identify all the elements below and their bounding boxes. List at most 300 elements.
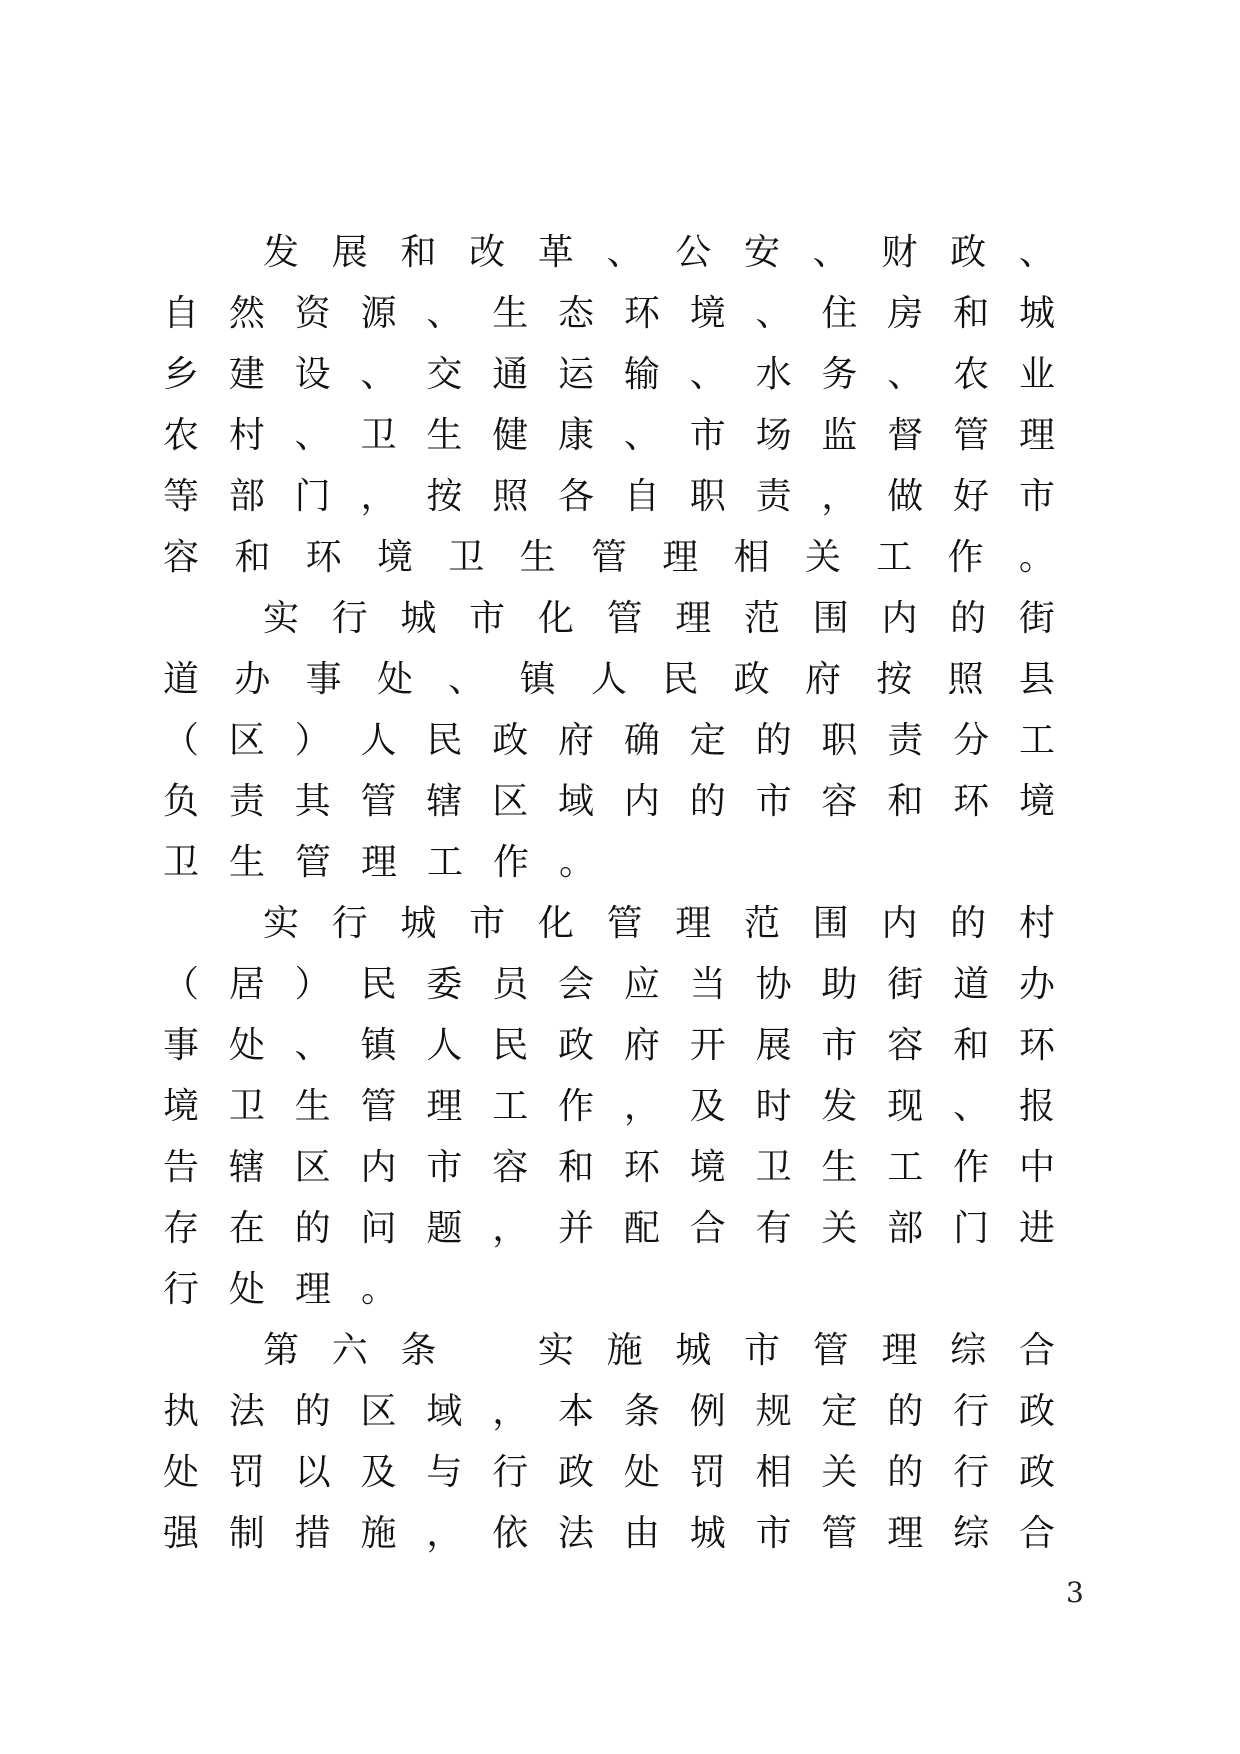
text-char: 办 [1018,964,1055,1005]
text-char: 村 [1018,903,1055,944]
text-char: 内 [881,903,918,944]
text-char: ） [294,720,331,761]
text-char: 管 [606,903,643,944]
text-char: 部 [887,1208,924,1249]
text-line [161,466,1057,527]
text-char: 府 [623,1025,660,1066]
text-char: 实 [537,1330,574,1371]
text-char: 的 [950,903,987,944]
text-char: 分 [953,720,990,761]
text-char: 政 [950,232,987,273]
text-char: 理 [662,537,699,578]
text-char: 人 [590,659,627,700]
text-char: 区 [294,1147,331,1188]
text-char: 理 [887,1513,924,1554]
text-char: 作 [953,1147,990,1188]
text-char: 理 [881,1330,918,1371]
text-char: 环 [953,781,990,822]
text-char: 房 [887,293,924,334]
text-char: 各 [558,476,595,517]
text-char: 作 [947,537,984,578]
text-char: 与 [426,1452,463,1493]
text-char: 及 [689,1086,726,1127]
text-char: 以 [294,1452,331,1493]
text-line [161,1442,1057,1503]
text-char: 等 [162,476,199,517]
text-char: 管 [812,1330,849,1371]
text-char: 设 [294,354,331,395]
text-char: 市 [821,1025,858,1066]
text-char: 和 [234,537,271,578]
text-char: 关 [804,537,841,578]
text-char: 康 [558,415,595,456]
text-char: ， [821,476,858,517]
text-char: 行 [953,1452,990,1493]
text-char: 条 [623,1391,660,1432]
text-char: 行 [492,1452,529,1493]
text-char: 规 [755,1391,792,1432]
text-char: 问 [360,1208,397,1249]
text-char: 并 [558,1208,595,1249]
text-char: 政 [1018,1452,1055,1493]
text-char: 、 [953,1086,990,1127]
text-char: 和 [953,293,990,334]
text-char: 照 [947,659,984,700]
text-char: 民 [492,1025,529,1066]
text-char: 容 [887,1025,924,1066]
text-char: 态 [558,293,595,334]
text-line [161,1015,1057,1076]
text-char: 境 [689,293,726,334]
text-char: ， [492,1391,529,1432]
text-char: 民 [426,720,463,761]
text-char: 六 [331,1330,368,1371]
text-char: 发 [821,1086,858,1127]
text-char: 城 [400,598,437,639]
text-char: 和 [558,1147,595,1188]
text-char: 合 [1018,1330,1055,1371]
text-char: 做 [887,476,924,517]
text-char: 理 [360,842,397,883]
text-char: 条 [400,1330,437,1371]
text-char: 、 [887,354,924,395]
text-char: 关 [821,1208,858,1249]
text-char: 水 [755,354,792,395]
text-char: 职 [689,476,726,517]
text-char: 镇 [360,1025,397,1066]
text-char: 合 [1018,1513,1055,1554]
text-char: 行 [331,903,368,944]
text-char: 然 [228,293,265,334]
text-char: 处 [162,1452,199,1493]
text-char: 施 [606,1330,643,1371]
text-char: 职 [821,720,858,761]
text-char: 境 [1018,781,1055,822]
text-char: 、 [689,354,726,395]
text-char: 的 [950,598,987,639]
text-char: 存 [162,1208,199,1249]
text-char: 中 [1018,1147,1055,1188]
text-char: 街 [887,964,924,1005]
text-char: 事 [305,659,342,700]
text-char: 施 [360,1513,397,1554]
text-char: 理 [675,903,712,944]
text-char: 围 [812,903,849,944]
text-line [161,1259,1057,1320]
text-char: 综 [953,1513,990,1554]
text-char: 范 [744,598,781,639]
text-char: 市 [744,1330,781,1371]
text-char: 本 [558,1391,595,1432]
text-char: 、 [426,293,463,334]
text-char: 。 [1018,537,1055,578]
text-line [161,1381,1057,1442]
text-char: 强 [162,1513,199,1554]
text-char: 执 [162,1391,199,1432]
text-char: 制 [228,1513,265,1554]
text-char: ， [360,476,397,517]
text-char: 监 [821,415,858,456]
text-char: 例 [689,1391,726,1432]
text-char: 健 [492,415,529,456]
text-char: （ [162,720,199,761]
text-char: 境 [689,1147,726,1188]
text-char: 、 [294,415,331,456]
text-char: 内 [360,1147,397,1188]
text-char: 乡 [162,354,199,395]
text-char: 输 [623,354,660,395]
text-char: 卫 [360,415,397,456]
text-char: 运 [558,354,595,395]
text-char: 第 [262,1330,299,1371]
text-char: 工 [887,1147,924,1188]
text-char: 生 [519,537,556,578]
text-char: 的 [294,1208,331,1249]
text-char: 镇 [519,659,556,700]
text-char: ， [426,1513,463,1554]
text-char: 相 [755,1452,792,1493]
text-char: ） [294,964,331,1005]
text-char: 环 [623,1147,660,1188]
text-char: 、 [360,354,397,395]
text-char: 题 [426,1208,463,1249]
text-char: 其 [294,781,331,822]
text-line [161,283,1057,344]
text-char: 市 [426,1147,463,1188]
text-line [161,649,1057,710]
text-char: 市 [755,781,792,822]
text-char: 责 [887,720,924,761]
text-line [161,344,1057,405]
text-char [467,1320,507,1381]
text-char: 综 [950,1330,987,1371]
text-char: 措 [294,1513,331,1554]
text-char: （ [162,964,199,1005]
text-char: 居 [228,964,265,1005]
text-char: 市 [469,598,506,639]
text-char: 。 [360,1269,397,1310]
text-char: 管 [606,598,643,639]
text-char: 进 [1018,1208,1055,1249]
page-number: 3 [1066,1576,1084,1609]
text-char: 处 [228,1025,265,1066]
text-char: 委 [426,964,463,1005]
text-char: 政 [558,1452,595,1493]
text-char: 处 [376,659,413,700]
text-char: 村 [228,415,265,456]
text-char: 责 [228,781,265,822]
text-char: 确 [623,720,660,761]
text-line [161,832,1057,893]
text-char: 责 [755,476,792,517]
text-char: 罚 [228,1452,265,1493]
text-char: 通 [492,354,529,395]
text-char: 安 [744,232,781,273]
text-char: 督 [887,415,924,456]
text-char: 按 [426,476,463,517]
text-char: 政 [558,1025,595,1066]
text-char: 区 [360,1391,397,1432]
text-char: 境 [376,537,413,578]
text-char: 及 [360,1452,397,1493]
text-char: 市 [1018,476,1055,517]
text-char: 和 [887,781,924,822]
text-char: 负 [162,781,199,822]
text-char: 门 [294,476,331,517]
text-char: 协 [755,964,792,1005]
text-char: 实 [262,598,299,639]
text-char: 工 [876,537,913,578]
text-char: 、 [755,293,792,334]
text-char: 告 [162,1147,199,1188]
text-char: 府 [558,720,595,761]
text-char: 合 [689,1208,726,1249]
text-char: 住 [821,293,858,334]
text-char: 罚 [689,1452,726,1493]
body-text [161,222,1057,1564]
text-char: 公 [675,232,712,273]
text-char: 、 [448,659,485,700]
text-char: 工 [492,1086,529,1127]
text-char: 人 [360,720,397,761]
text-char: 展 [755,1025,792,1066]
text-char: 行 [953,1391,990,1432]
text-char: 城 [400,903,437,944]
text-char: 建 [228,354,265,395]
text-char: 管 [360,1086,397,1127]
text-char: 交 [426,354,463,395]
text-char: 和 [953,1025,990,1066]
text-char: 工 [426,842,463,883]
text-line [161,588,1057,649]
text-char: 助 [821,964,858,1005]
text-char: 定 [689,720,726,761]
text-line [161,1137,1057,1198]
text-char: 区 [228,720,265,761]
text-line [161,1503,1057,1564]
text-char: 生 [821,1147,858,1188]
text-char: 有 [755,1208,792,1249]
text-char: 农 [162,415,199,456]
text-char: 内 [623,781,660,822]
text-char: ， [492,1208,529,1249]
text-char: 容 [492,1147,529,1188]
text-char: 辖 [426,781,463,822]
text-char: 管 [821,1513,858,1554]
text-char: 市 [689,415,726,456]
text-char: 生 [228,842,265,883]
text-char: 境 [162,1086,199,1127]
text-char: 的 [294,1391,331,1432]
text-char: 依 [492,1513,529,1554]
text-char: 改 [469,232,506,273]
text-char: 城 [689,1513,726,1554]
text-char: 人 [426,1025,463,1066]
text-line [161,893,1057,954]
text-char: 定 [821,1391,858,1432]
text-char: 理 [1018,415,1055,456]
text-line [161,1198,1057,1259]
text-line [161,222,1057,283]
text-char: 革 [537,232,574,273]
text-char: 域 [426,1391,463,1432]
text-char: 的 [887,1452,924,1493]
text-char: 当 [689,964,726,1005]
text-char: 由 [623,1513,660,1554]
text-char: 行 [162,1269,199,1310]
text-char: 相 [733,537,770,578]
text-char: 环 [623,293,660,334]
text-char: 、 [623,415,660,456]
text-line [161,1320,1057,1381]
text-char: 事 [162,1025,199,1066]
text-char: 民 [662,659,699,700]
text-char: 民 [360,964,397,1005]
text-char: 理 [675,598,712,639]
text-char: 务 [821,354,858,395]
text-char: 自 [623,476,660,517]
text-char: 政 [1018,1391,1055,1432]
text-char: 会 [558,964,595,1005]
text-char: 财 [881,232,918,273]
text-char: 辖 [228,1147,265,1188]
text-char: 的 [887,1391,924,1432]
text-char: 自 [162,293,199,334]
text-char: 部 [228,476,265,517]
text-char: 化 [537,903,574,944]
text-char: 关 [821,1452,858,1493]
text-char: 生 [492,293,529,334]
text-char: 开 [689,1025,726,1066]
text-char: 管 [953,415,990,456]
text-char: 、 [606,232,643,273]
text-char: 卫 [755,1147,792,1188]
text-char: 报 [1018,1086,1055,1127]
text-line [161,1076,1057,1137]
text-char: 容 [162,537,199,578]
text-char: 农 [953,354,990,395]
text-char: 应 [623,964,660,1005]
text-char: 、 [294,1025,331,1066]
text-line [161,405,1057,466]
text-char: 围 [812,598,849,639]
text-char: 政 [733,659,770,700]
text-char: 行 [331,598,368,639]
text-char: 生 [426,415,463,456]
text-char: 。 [558,842,595,883]
text-char: 好 [953,476,990,517]
text-char: 范 [744,903,781,944]
text-char: 按 [876,659,913,700]
text-char: 法 [228,1391,265,1432]
text-char: 卫 [162,842,199,883]
text-char: 街 [1018,598,1055,639]
text-char: 卫 [228,1086,265,1127]
text-char: 环 [305,537,342,578]
text-char: 配 [623,1208,660,1249]
text-char: 域 [558,781,595,822]
text-char: 源 [360,293,397,334]
text-char: 实 [262,903,299,944]
text-char: 业 [1018,354,1055,395]
text-line [161,527,1057,588]
text-char: 管 [294,842,331,883]
text-char: 资 [294,293,331,334]
text-char: ， [623,1086,660,1127]
text-char: 处 [228,1269,265,1310]
text-char: 法 [558,1513,595,1554]
text-char: 内 [881,598,918,639]
text-char: 府 [804,659,841,700]
text-char: 时 [755,1086,792,1127]
text-char: 容 [821,781,858,822]
text-char: 、 [812,232,849,273]
text-char: 道 [953,964,990,1005]
text-char: 的 [689,781,726,822]
text-char: 门 [953,1208,990,1249]
text-char: 员 [492,964,529,1005]
text-char: 县 [1018,659,1055,700]
text-char: 照 [492,476,529,517]
text-char: 和 [400,232,437,273]
text-char: 区 [492,781,529,822]
text-char: 市 [755,1513,792,1554]
text-char: 作 [558,1086,595,1127]
text-char: 处 [623,1452,660,1493]
text-char: 场 [755,415,792,456]
text-line [161,771,1057,832]
text-char: 管 [590,537,627,578]
text-char: 城 [675,1330,712,1371]
text-char: 理 [426,1086,463,1127]
text-char: 管 [360,781,397,822]
text-char: 城 [1018,293,1055,334]
text-char: 化 [537,598,574,639]
text-char: 发 [262,232,299,273]
text-char: 现 [887,1086,924,1127]
text-char: 办 [234,659,271,700]
text-char: 作 [492,842,529,883]
text-char: 政 [492,720,529,761]
text-char: 市 [469,903,506,944]
text-char: 卫 [448,537,485,578]
text-char: 展 [331,232,368,273]
text-char: 在 [228,1208,265,1249]
text-char: 道 [162,659,199,700]
text-char: 的 [755,720,792,761]
text-char: 环 [1018,1025,1055,1066]
text-line [161,710,1057,771]
